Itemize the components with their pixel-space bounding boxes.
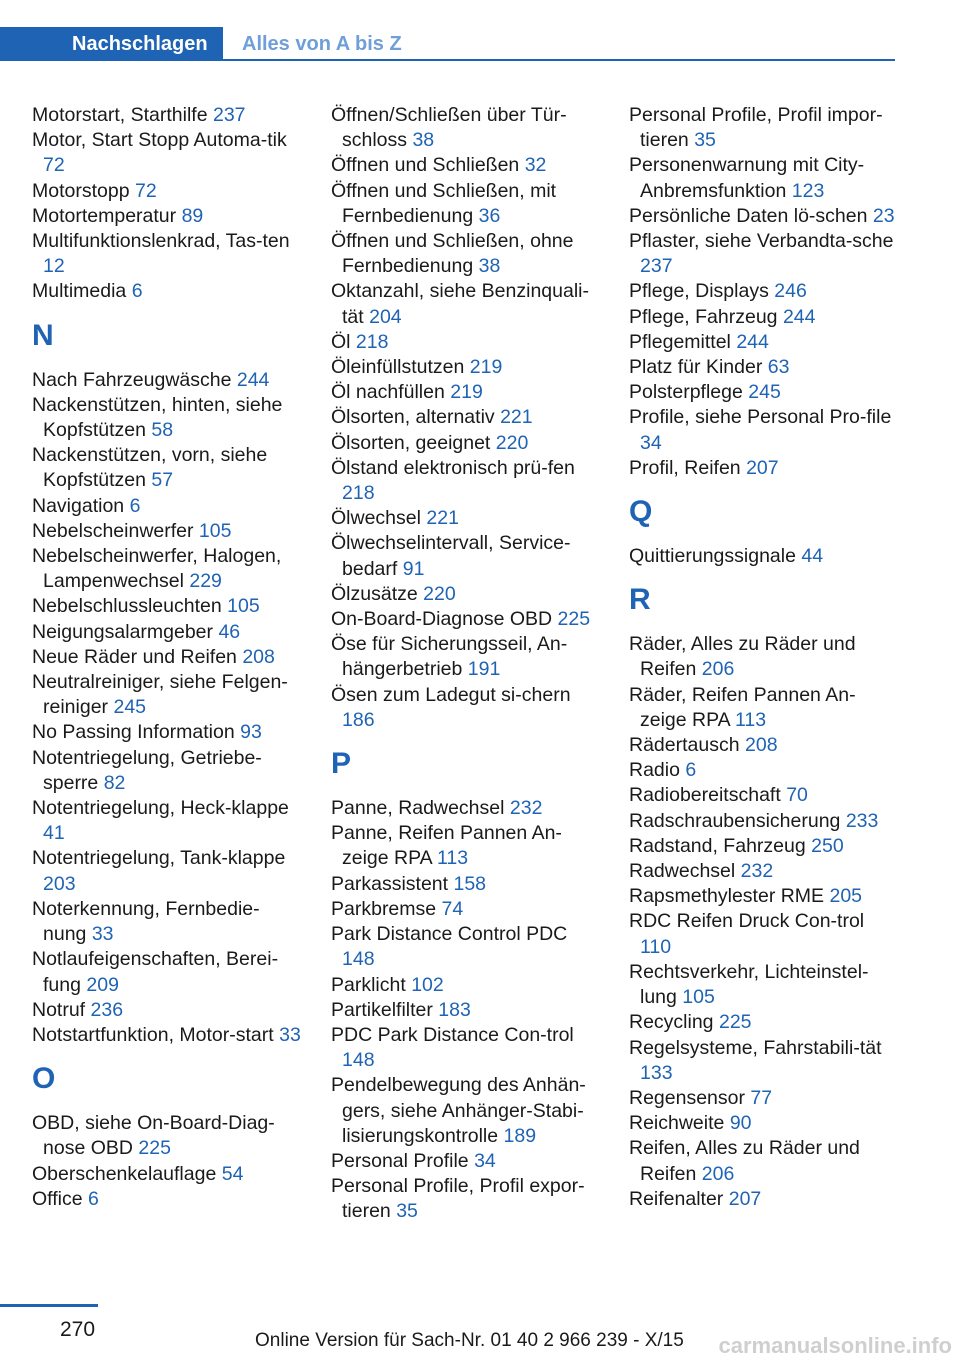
page-link[interactable]: 34 <box>474 1149 496 1172</box>
index-term: Pflege, Displays <box>629 280 769 303</box>
page-link[interactable]: 32 <box>524 154 547 177</box>
page-link[interactable]: 244 <box>782 305 816 328</box>
page-link[interactable]: 57 <box>151 469 174 492</box>
page-link[interactable]: 58 <box>151 419 174 442</box>
index-entry <box>331 229 601 279</box>
index-entry <box>629 380 899 405</box>
index-term: Personal Profile, Profil impor‐tieren <box>629 104 883 152</box>
index-term: Pflaster, siehe Verbandta‐sche <box>629 230 894 253</box>
index-term: Personenwarnung mit City-Anbremsfunktion <box>629 154 865 202</box>
index-term: Personal Profile, Profil expor‐tieren <box>331 1175 585 1223</box>
page-link[interactable]: 191 <box>467 658 501 681</box>
index-term: Pflege, Fahrzeug <box>629 305 778 328</box>
page-link[interactable]: 105 <box>682 986 715 1009</box>
index-entry <box>331 897 601 922</box>
page-link[interactable]: 148 <box>342 1049 375 1072</box>
index-entry <box>331 431 601 456</box>
page-link[interactable]: 207 <box>746 456 779 479</box>
index-entry <box>629 1010 899 1035</box>
index-term: Nebelscheinwerfer <box>32 519 194 542</box>
index-term: Neigungsalarmgeber <box>32 620 214 643</box>
page-link[interactable]: 246 <box>774 280 807 303</box>
index-entry <box>32 670 302 720</box>
page-link[interactable]: 6 <box>131 280 143 303</box>
page-link[interactable]: 46 <box>218 620 241 643</box>
index-term: Notentriegelung, Getriebe‐sperre <box>32 746 262 794</box>
footer-rule <box>0 1304 98 1307</box>
index-entry <box>331 998 601 1023</box>
index-entry <box>331 179 601 229</box>
page-number: 270 <box>60 1318 96 1341</box>
index-term: Navigation <box>32 494 125 517</box>
index-entry <box>331 683 601 733</box>
page-link[interactable]: 89 <box>181 204 204 227</box>
index-term: Nach Fahrzeugwäsche <box>32 368 232 391</box>
index-term: Öleinfüllstutzen <box>331 356 465 379</box>
page-link[interactable]: 245 <box>113 696 147 719</box>
index-entry <box>32 229 302 279</box>
index-term: Radiobereitschaft <box>629 784 781 807</box>
index-term: Multifunktionslenkrad, Tas‐ten <box>32 230 290 253</box>
index-entry <box>32 393 302 443</box>
page-link[interactable]: 225 <box>557 608 591 631</box>
page-link[interactable]: 35 <box>396 1200 418 1223</box>
page-link[interactable]: 244 <box>236 368 270 391</box>
page-link[interactable]: 205 <box>829 885 863 908</box>
index-term: Personal Profile <box>331 1149 469 1172</box>
index-entry <box>331 632 601 682</box>
index-term: RDC Reifen Druck Con‐trol <box>629 910 865 933</box>
page-link[interactable]: 54 <box>221 1162 244 1185</box>
index-term: Radwechsel <box>629 860 736 883</box>
index-term: Motortemperatur <box>32 204 177 227</box>
index-term: Radio <box>629 759 680 782</box>
index-term: OBD, siehe On-Board-Diag‐nose OBD <box>32 1112 275 1160</box>
page-link[interactable]: 133 <box>640 1061 673 1084</box>
index-entry <box>331 582 601 607</box>
page-link[interactable]: 218 <box>355 330 389 353</box>
page-link[interactable]: 91 <box>402 557 425 580</box>
index-term: Profile, siehe Personal Pro‐file <box>629 406 892 429</box>
index-entry <box>32 947 302 997</box>
page-link[interactable]: 74 <box>441 897 464 920</box>
index-entry <box>331 796 601 821</box>
index-entry <box>32 846 302 896</box>
page-link[interactable]: 203 <box>43 872 76 895</box>
page-link[interactable]: 250 <box>811 834 844 857</box>
page-link[interactable]: 6 <box>129 494 141 517</box>
index-entry <box>629 884 899 909</box>
index-entry <box>629 330 899 355</box>
page-link[interactable]: 206 <box>701 1162 735 1185</box>
index-term: Notentriegelung, Heck‐klappe <box>32 797 289 820</box>
index-term: Rechtsverkehr, Lichteinstel‐lung <box>629 960 869 1009</box>
index-entry <box>331 973 601 998</box>
index-entry <box>629 405 899 455</box>
page-link[interactable]: 220 <box>495 431 529 454</box>
index-term: Öffnen und Schließen <box>331 154 520 177</box>
index-term: Radstand, Fahrzeug <box>629 834 806 857</box>
page-link[interactable]: 23 <box>872 204 895 227</box>
index-term: Nebelscheinwerfer, Halogen, Lampenwechsel <box>32 545 282 593</box>
index-entry <box>629 1187 899 1212</box>
index-entry <box>32 494 302 519</box>
index-entry <box>629 834 899 859</box>
index-term: Öffnen und Schließen, mit Fernbedienung <box>331 179 557 227</box>
index-term: Persönliche Daten lö‐schen <box>629 204 868 227</box>
index-entry <box>32 204 302 229</box>
index-entry <box>331 330 601 355</box>
watermark: carmanualsonline.info <box>718 1333 952 1358</box>
index-entry <box>331 1073 601 1149</box>
index-term: PDC Park Distance Con‐trol <box>331 1023 574 1046</box>
index-term: Reichweite <box>629 1112 725 1135</box>
index-term: Motor, Start Stopp Automa‐tik <box>32 129 287 152</box>
index-entry <box>629 1036 899 1086</box>
page-link[interactable]: 206 <box>701 658 735 681</box>
page-link[interactable]: 233 <box>845 809 879 832</box>
page-link[interactable]: 221 <box>500 406 533 429</box>
page-link[interactable]: 33 <box>91 923 114 946</box>
tab-nachschlagen[interactable]: Nachschlagen <box>0 27 223 61</box>
section-letter: O <box>32 1062 56 1096</box>
index-entry <box>331 153 601 178</box>
page-link[interactable]: 219 <box>469 356 503 379</box>
index-term: Öl <box>331 330 351 353</box>
index-entry <box>331 821 601 871</box>
index-term: Neue Räder und Reifen <box>32 645 237 668</box>
page-link[interactable]: 6 <box>685 759 697 782</box>
index-entry <box>331 1149 601 1174</box>
index-term: Öl nachfüllen <box>331 381 445 404</box>
section-letter: N <box>32 318 54 352</box>
page-link[interactable]: 12 <box>43 255 65 278</box>
index-entry <box>331 1174 601 1224</box>
page-link[interactable]: 77 <box>750 1086 773 1109</box>
index-entry <box>629 1111 899 1136</box>
index-entry <box>629 1136 899 1186</box>
index-entry <box>32 998 302 1023</box>
page-link[interactable]: 90 <box>729 1112 752 1135</box>
section-letter: Q <box>629 495 653 529</box>
index-entry <box>629 456 899 481</box>
index-entry <box>331 355 601 380</box>
page-link[interactable]: 123 <box>791 179 825 202</box>
page-link[interactable]: 113 <box>437 847 469 870</box>
index-entry <box>629 229 899 279</box>
index-term: Reifenalter <box>629 1187 724 1210</box>
page-link[interactable]: 237 <box>640 255 673 278</box>
index-entry <box>331 922 601 972</box>
index-entry <box>331 380 601 405</box>
page-link[interactable]: 105 <box>227 595 260 618</box>
page-link[interactable]: 110 <box>640 935 672 958</box>
page-link[interactable]: 207 <box>728 1187 762 1210</box>
page-link[interactable]: 72 <box>134 179 157 202</box>
page-link[interactable]: 232 <box>740 860 774 883</box>
index-column-1 <box>32 103 302 1212</box>
page-link[interactable]: 158 <box>453 872 487 895</box>
page-link[interactable]: 35 <box>694 129 716 152</box>
tab-alles-von-a-bis-z[interactable]: Alles von A bis Z <box>242 33 402 55</box>
index-term: Rapsmethylester RME <box>629 885 825 908</box>
index-term: Parklicht <box>331 973 406 996</box>
page-link[interactable]: 72 <box>43 154 65 177</box>
page-link[interactable]: 220 <box>423 582 456 605</box>
index-entry <box>629 279 899 304</box>
index-term: Neutralreiniger, siehe Felgen‐reiniger <box>32 671 288 719</box>
index-entry <box>32 443 302 493</box>
index-entry <box>32 544 302 594</box>
index-entry <box>629 103 899 153</box>
index-term: Panne, Radwechsel <box>331 797 505 820</box>
index-term: Panne, Reifen Pannen An‐zeige RPA <box>331 822 562 870</box>
index-term: Rädertausch <box>629 734 740 757</box>
page-link[interactable]: 225 <box>138 1137 171 1160</box>
index-term: Regelsysteme, Fahrstabili‐tät <box>629 1036 882 1059</box>
page-link[interactable]: 38 <box>412 129 435 152</box>
index-entry <box>629 909 899 959</box>
index-term: Räder, Alles zu Räder und Reifen <box>629 633 856 681</box>
index-entry <box>32 1023 302 1048</box>
index-entry <box>629 733 899 758</box>
index-entry <box>629 859 899 884</box>
index-term: Ösen zum Ladegut si‐chern <box>331 683 571 706</box>
index-entry <box>629 683 899 733</box>
index-term: Parkbremse <box>331 897 437 920</box>
index-term: Ölwechsel <box>331 507 421 530</box>
index-term: Office <box>32 1187 83 1210</box>
index-column-2 <box>331 103 601 1225</box>
index-entry <box>32 620 302 645</box>
page-link[interactable]: 209 <box>86 973 119 996</box>
page-link[interactable]: 41 <box>43 822 65 845</box>
index-term: Motorstart, Starthilfe <box>32 104 208 126</box>
page-link[interactable]: 208 <box>242 645 275 668</box>
index-entry <box>32 897 302 947</box>
index-entry <box>32 645 302 670</box>
page-link[interactable]: 33 <box>279 1023 301 1046</box>
index-entry <box>331 405 601 430</box>
index-term: Notentriegelung, Tank‐klappe <box>32 847 286 870</box>
page-link[interactable]: 34 <box>640 431 662 454</box>
index-term: Oktanzahl, siehe Benzinquali‐tät <box>331 280 589 328</box>
index-entry <box>629 153 899 203</box>
index-term: Pendelbewegung des Anhän‐gers, siehe Anhänger-Stabi‐lisierungskontrolle <box>331 1074 586 1147</box>
index-entry <box>629 783 899 808</box>
index-term: Öse für Sicherungsseil, An‐hängerbetrieb <box>331 633 568 681</box>
index-entry <box>629 758 899 783</box>
index-term: Noterkennung, Fernbedie‐nung <box>32 897 260 946</box>
page-link[interactable]: 183 <box>438 998 471 1021</box>
index-entry <box>32 796 302 846</box>
index-term: Ölzusätze <box>331 582 418 605</box>
page-link[interactable]: 105 <box>198 519 232 542</box>
page-link[interactable]: 229 <box>189 570 222 593</box>
page-link[interactable]: 6 <box>88 1187 99 1210</box>
index-term: Parkassistent <box>331 872 449 895</box>
page-link[interactable]: 70 <box>786 784 808 807</box>
page-link[interactable]: 218 <box>342 482 375 505</box>
index-term: Pflegemittel <box>629 330 731 353</box>
page-link[interactable]: 237 <box>212 104 246 126</box>
index-entry <box>629 1086 899 1111</box>
index-entry <box>32 720 302 745</box>
page-link[interactable]: 63 <box>767 356 790 379</box>
index-term: Radschraubensicherung <box>629 809 841 832</box>
index-entry <box>331 872 601 897</box>
page-link[interactable]: 245 <box>748 381 781 404</box>
page-link[interactable]: 204 <box>369 305 402 328</box>
index-term: Quittierungssignale <box>629 545 796 568</box>
index-entry <box>32 594 302 619</box>
index-entry <box>331 456 601 506</box>
index-term: Nebelschlussleuchten <box>32 595 222 618</box>
page-link[interactable]: 36 <box>478 204 501 227</box>
index-entry <box>32 519 302 544</box>
index-term: Notstartfunktion, Motor‐start <box>32 1023 274 1046</box>
index-term: Platz für Kinder <box>629 356 763 379</box>
page-link[interactable]: 44 <box>801 545 824 568</box>
section-letter: P <box>331 747 352 781</box>
index-term: Regensensor <box>629 1086 745 1109</box>
index-term: Recycling <box>629 1011 714 1034</box>
index-term: Öffnen/Schließen über Tür‐schloss <box>331 104 567 152</box>
index-entry <box>629 305 899 330</box>
index-term: Ölsorten, alternativ <box>331 406 495 429</box>
page-link[interactable]: 208 <box>745 734 778 757</box>
page-link[interactable]: 236 <box>90 998 124 1021</box>
page-link[interactable]: 148 <box>342 948 375 971</box>
index-entry <box>32 279 302 304</box>
index-term: Multimedia <box>32 280 127 303</box>
index-entry <box>629 809 899 834</box>
index-entry <box>629 544 899 569</box>
index-term: Räder, Reifen Pannen An‐zeige RPA <box>629 683 856 731</box>
index-term: Öffnen und Schließen, ohne Fernbedienung <box>331 230 574 278</box>
index-term: Ölstand elektronisch prü‐fen <box>331 456 575 479</box>
index-term: Nackenstützen, hinten, siehe Kopfstützen <box>32 393 283 442</box>
index-term: No Passing Information <box>32 721 235 744</box>
index-term: On-Board-Diagnose OBD <box>331 608 553 631</box>
page-link[interactable]: 232 <box>509 797 543 820</box>
page-link[interactable]: 113 <box>735 708 767 731</box>
index-entry <box>331 506 601 531</box>
index-term: Motorstopp <box>32 179 130 202</box>
index-entry <box>331 607 601 632</box>
index-entry <box>331 103 601 153</box>
index-column-3 <box>629 103 899 1212</box>
index-term: Reifen, Alles zu Räder und Reifen <box>629 1137 860 1185</box>
index-entry <box>331 531 601 581</box>
footer-version-text: Online Version für Sach-Nr. 01 40 2 966 239 - X/15 <box>255 1330 684 1351</box>
index-term: Park Distance Control PDC <box>331 923 568 946</box>
index-term: Notlaufeigenschaften, Berei‐fung <box>32 948 279 996</box>
index-entry <box>32 1162 302 1187</box>
index-entry <box>32 1111 302 1161</box>
index-entry <box>629 355 899 380</box>
page-link[interactable]: 82 <box>103 771 126 794</box>
index-entry <box>629 632 899 682</box>
index-entry <box>32 368 302 393</box>
page-link[interactable]: 38 <box>478 255 501 278</box>
index-entry <box>32 103 302 128</box>
index-term: Oberschenkelauflage <box>32 1162 217 1185</box>
index-term: Notruf <box>32 998 86 1021</box>
page-link[interactable]: 221 <box>426 507 459 530</box>
page-link[interactable]: 189 <box>503 1124 537 1147</box>
page-link[interactable]: 102 <box>411 973 444 996</box>
section-letter: R <box>629 583 651 617</box>
index-entry <box>331 1023 601 1073</box>
page-link[interactable]: 225 <box>718 1011 752 1034</box>
index-entry <box>32 128 302 178</box>
page-link[interactable]: 93 <box>240 721 262 744</box>
index-entry <box>629 204 899 229</box>
index-entry <box>32 746 302 796</box>
index-term: Polsterpflege <box>629 381 743 404</box>
index-term: Partikelfilter <box>331 998 433 1021</box>
index-entry <box>331 279 601 329</box>
page-link[interactable]: 244 <box>736 330 769 353</box>
page-link[interactable]: 219 <box>450 381 483 404</box>
index-entry <box>629 960 899 1010</box>
page-link[interactable]: 186 <box>342 708 375 731</box>
index-entry <box>32 179 302 204</box>
index-entry <box>32 1187 302 1212</box>
index-term: Ölwechselintervall, Service‐bedarf <box>331 532 571 580</box>
index-term: Ölsorten, geeignet <box>331 431 491 454</box>
index-term: Profil, Reifen <box>629 456 741 479</box>
index-term: Nackenstützen, vorn, siehe Kopfstützen <box>32 444 268 492</box>
